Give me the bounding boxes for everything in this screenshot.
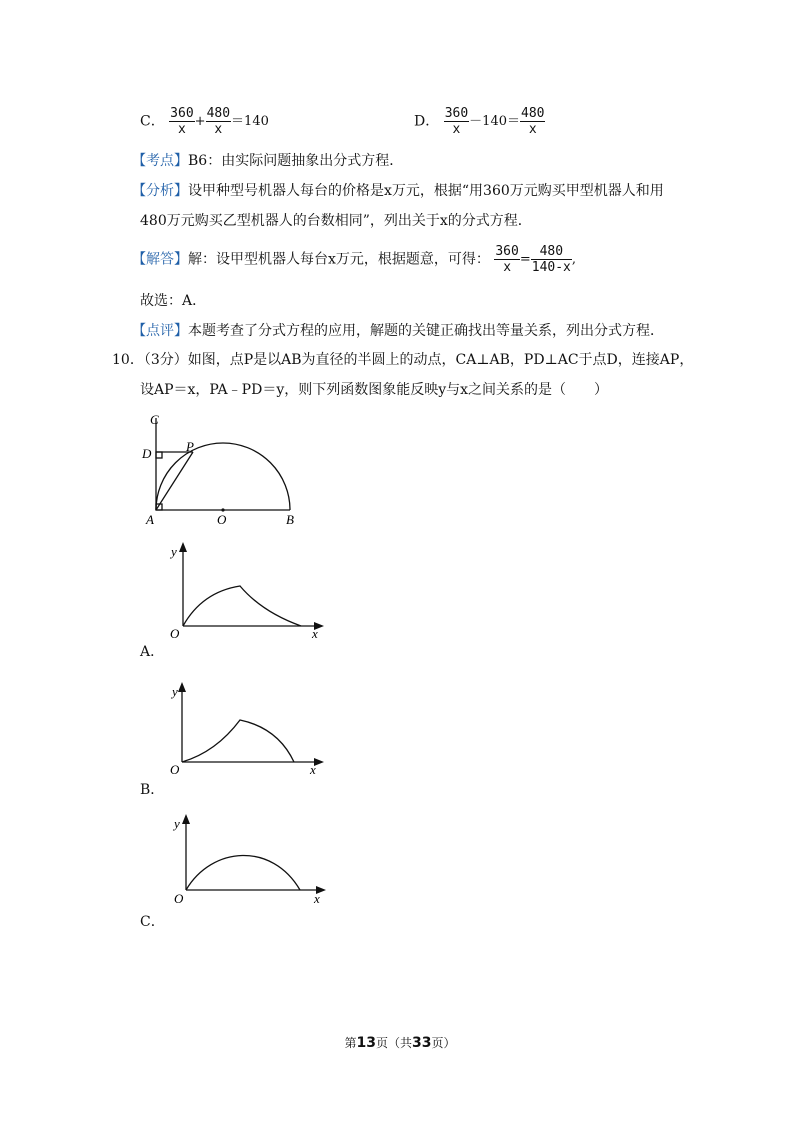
dianping-tag: 【点评】 (132, 323, 188, 339)
semicircle-figure (140, 408, 320, 528)
label-o: O (217, 512, 227, 527)
graph-c (172, 810, 342, 910)
label-c: C (150, 412, 159, 427)
question-10-line1: 10．（3分）如图，点P是以AB为直径的半圆上的动点，CA⊥AB，PD⊥AC于点D，连接AP， (112, 352, 694, 368)
graph-a-label: A． (140, 644, 165, 660)
graph-b-origin: O (170, 762, 180, 777)
graph-b (168, 678, 338, 778)
option-d-label: D． (414, 113, 440, 130)
option-c: C． $\frac{360}{x}$ + $\frac{480}{x}$ ＝140 (140, 106, 269, 137)
fraction: $\frac{480}{x}$ (206, 106, 231, 137)
fraction: $\frac{360}{x}$ (170, 106, 194, 137)
jieda-tag: 【解答】 (132, 251, 188, 268)
page-total: 33 (412, 1035, 432, 1051)
option-c-label: C． (140, 113, 165, 130)
graph-a-x: x (312, 626, 318, 640)
label-p: P (186, 439, 194, 454)
fenxi-line2: 480万元购买乙型机器人的台数相同”，列出关于x的分式方程． (140, 213, 532, 229)
fenxi: 【分析】设甲种型号机器人每台的价格是x万元，根据“用360万元购买甲型机器人和用 (132, 183, 664, 199)
fraction: $\frac{360}{x}$ (444, 106, 469, 137)
graph-a-origin: O (170, 626, 180, 640)
question-10-line2: 设AP＝x，PA﹣PD＝y，则下列函数图象能反映y与x之间关系的是（ ） (140, 382, 609, 398)
label-b: B (286, 512, 294, 527)
graph-c-y: y (174, 816, 180, 831)
graph-b-y: y (172, 684, 178, 699)
option-d: D． $\frac{360}{x}$ －140＝ $\frac{480}{x}$ (414, 106, 545, 137)
graph-b-x: x (310, 762, 316, 777)
graph-a-y: y (171, 544, 177, 559)
graph-c-x: x (314, 891, 320, 906)
fraction: $\frac{480}{140-x}$ (531, 244, 571, 275)
label-a: A (146, 512, 154, 527)
graph-a (166, 540, 336, 640)
dianping: 【点评】本题考查了分式方程的应用，解题的关键正确找出等量关系，列出分式方程． (132, 323, 664, 339)
page-number: 13 (356, 1035, 376, 1051)
fraction: $\frac{360}{x}$ (495, 244, 519, 275)
label-d: D (142, 446, 152, 461)
answer-choice: 故选：A． (140, 293, 207, 309)
kaodian: 【考点】B6：由实际问题抽象出分式方程． (132, 153, 404, 169)
jieda: 【解答】解：设甲型机器人每台x万元，根据题意，可得： $\frac{360}{x}$ = $\frac{480}{140-x}$ , (132, 244, 577, 275)
graph-b-label: B． (140, 782, 165, 798)
page-footer: 第13页（共33页） (344, 1035, 456, 1051)
fraction: $\frac{480}{x}$ (521, 106, 545, 137)
fenxi-tag: 【分析】 (132, 183, 188, 199)
graph-c-label: C． (140, 914, 165, 930)
graph-c-origin: O (174, 891, 184, 906)
kaodian-tag: 【考点】 (132, 153, 188, 169)
